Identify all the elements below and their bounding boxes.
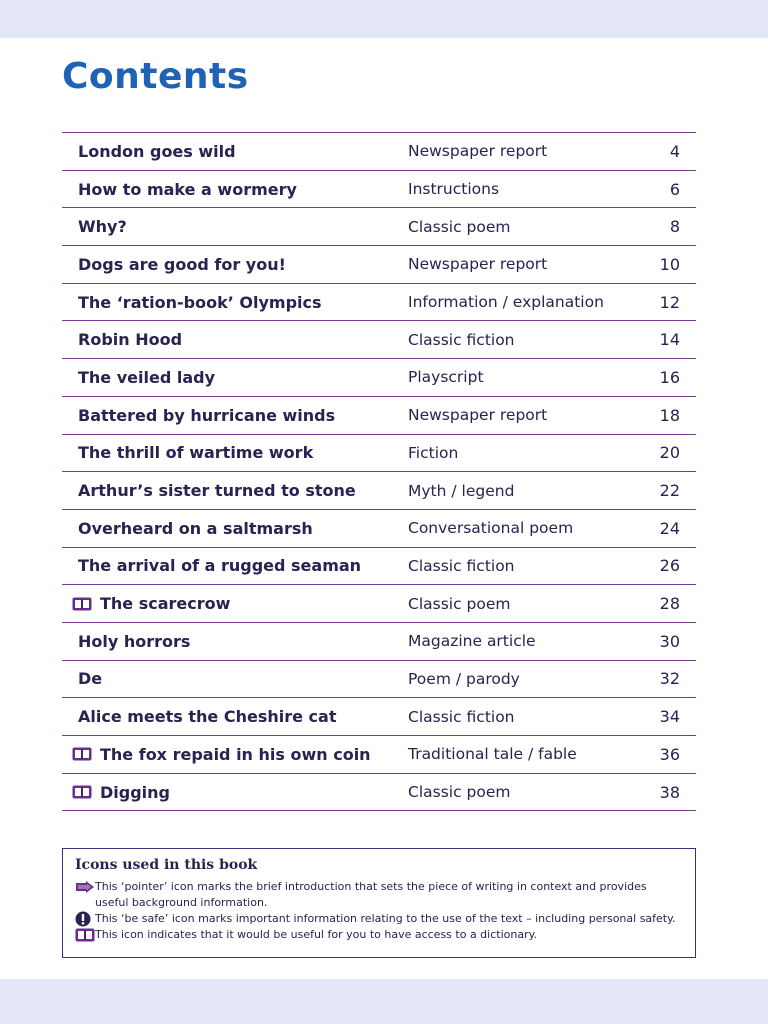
toc-genre: Newspaper report xyxy=(408,142,548,161)
toc-title-text: Arthur’s sister turned to stone xyxy=(78,481,356,501)
toc-row[interactable] xyxy=(62,623,696,661)
toc-genre: Conversational poem xyxy=(408,519,574,538)
toc-title-text: The scarecrow xyxy=(100,594,231,614)
toc-genre: Traditional tale / fable xyxy=(408,745,577,764)
toc-page-number: 10 xyxy=(659,254,680,274)
toc-title xyxy=(78,293,322,312)
toc-title xyxy=(78,255,286,274)
toc-page-number: 12 xyxy=(659,292,680,312)
toc-genre: Instructions xyxy=(408,180,500,199)
toc-title-text: The veiled lady xyxy=(78,367,216,387)
toc-title-text: Dogs are good for you! xyxy=(78,254,286,274)
toc-title-text: The ‘ration-book’ Olympics xyxy=(78,292,322,312)
toc-genre: Classic poem xyxy=(408,783,511,802)
toc-page-number: 4 xyxy=(669,141,680,161)
legend-item xyxy=(75,911,683,927)
legend-title: Icons used in this book xyxy=(75,857,258,873)
toc-page-number: 30 xyxy=(659,631,680,651)
toc-title-text: De xyxy=(78,669,103,689)
toc-row[interactable] xyxy=(62,472,696,510)
toc-row[interactable] xyxy=(62,171,696,209)
toc-genre: Poem / parody xyxy=(408,669,520,688)
toc-title-text: Robin Hood xyxy=(78,330,183,350)
page-title: Contents xyxy=(62,56,249,97)
toc-title xyxy=(78,368,215,387)
dictionary-icon xyxy=(75,927,95,943)
toc-genre: Classic fiction xyxy=(408,556,515,575)
toc-title-text: Digging xyxy=(100,782,170,802)
toc-row[interactable] xyxy=(62,284,696,322)
toc-title-text: How to make a wormery xyxy=(78,179,297,199)
toc-row[interactable] xyxy=(62,435,696,473)
toc-title-text: Why? xyxy=(78,217,127,237)
toc-genre: Classic fiction xyxy=(408,707,515,726)
toc-page-number: 18 xyxy=(659,405,680,425)
toc-page-number: 22 xyxy=(659,481,680,501)
legend-text: This ‘pointer’ icon marks the brief introduction that sets the piece of writing in context and provides useful background information. xyxy=(95,880,647,909)
toc-row[interactable] xyxy=(62,321,696,359)
dictionary-icon xyxy=(72,597,92,611)
toc-page-number: 36 xyxy=(659,744,680,764)
toc-title xyxy=(72,594,230,613)
toc-row[interactable] xyxy=(62,774,696,812)
toc-row[interactable] xyxy=(62,510,696,548)
page xyxy=(0,38,768,979)
toc-row[interactable] xyxy=(62,359,696,397)
toc-title-text: Battered by hurricane winds xyxy=(78,405,336,425)
be-safe-icon xyxy=(75,911,95,927)
toc-page-number: 34 xyxy=(659,707,680,727)
toc-title-text: Holy horrors xyxy=(78,631,191,651)
toc-title xyxy=(78,180,297,199)
toc-page-number: 32 xyxy=(659,669,680,689)
icon-legend xyxy=(62,848,696,958)
toc-page-number: 14 xyxy=(659,330,680,350)
toc-page-number: 28 xyxy=(659,594,680,614)
toc-genre: Myth / legend xyxy=(408,481,515,500)
top-band xyxy=(0,0,768,38)
toc-page-number: 6 xyxy=(669,179,680,199)
toc-genre: Fiction xyxy=(408,443,459,462)
toc-genre: Newspaper report xyxy=(408,255,548,274)
toc-title-text: London goes wild xyxy=(78,141,236,161)
toc-title xyxy=(78,707,336,726)
toc-row[interactable] xyxy=(62,133,696,171)
toc-page-number: 8 xyxy=(669,217,680,237)
toc-title-text: Overheard on a saltmarsh xyxy=(78,518,313,538)
toc-title xyxy=(78,443,313,462)
toc-title-text: The fox repaid in his own coin xyxy=(100,744,371,764)
toc-genre: Information / explanation xyxy=(408,293,604,312)
toc-title xyxy=(78,330,182,349)
toc-title xyxy=(72,783,170,802)
legend-item xyxy=(75,927,683,943)
toc-title xyxy=(78,632,190,651)
toc-title xyxy=(78,556,361,575)
toc-row[interactable] xyxy=(62,661,696,699)
bottom-band xyxy=(0,979,768,1024)
legend-text: This icon indicates that it would be useful for you to have access to a dictionary. xyxy=(95,928,538,941)
toc-title xyxy=(78,481,356,500)
toc-genre: Classic poem xyxy=(408,217,511,236)
dictionary-icon xyxy=(72,785,92,799)
toc-page-number: 16 xyxy=(659,367,680,387)
toc-genre: Newspaper report xyxy=(408,406,548,425)
legend-item xyxy=(75,879,683,911)
toc-row[interactable] xyxy=(62,585,696,623)
toc-title xyxy=(78,669,102,688)
legend-text: This ‘be safe’ icon marks important information relating to the use of the text – including personal safety. xyxy=(95,912,676,925)
toc-row[interactable] xyxy=(62,397,696,435)
toc-title xyxy=(78,217,127,236)
toc-title xyxy=(72,745,371,764)
toc-genre: Magazine article xyxy=(408,632,536,651)
toc-row[interactable] xyxy=(62,208,696,246)
toc-genre: Playscript xyxy=(408,368,484,387)
toc-row[interactable] xyxy=(62,736,696,774)
toc-row[interactable] xyxy=(62,246,696,284)
contents-table xyxy=(62,132,696,811)
toc-title-text: Alice meets the Cheshire cat xyxy=(78,707,337,727)
toc-page-number: 26 xyxy=(659,556,680,576)
dictionary-icon xyxy=(72,747,92,761)
toc-page-number: 24 xyxy=(659,518,680,538)
pointer-icon xyxy=(75,879,95,895)
toc-page-number: 38 xyxy=(659,782,680,802)
toc-title xyxy=(78,519,313,538)
toc-title-text: The arrival of a rugged seaman xyxy=(78,556,362,576)
toc-title xyxy=(78,406,335,425)
toc-page-number: 20 xyxy=(659,443,680,463)
toc-title xyxy=(78,142,236,161)
toc-title-text: The thrill of wartime work xyxy=(78,443,314,463)
toc-genre: Classic fiction xyxy=(408,330,515,349)
toc-genre: Classic poem xyxy=(408,594,511,613)
toc-row[interactable] xyxy=(62,698,696,736)
toc-row[interactable] xyxy=(62,548,696,586)
